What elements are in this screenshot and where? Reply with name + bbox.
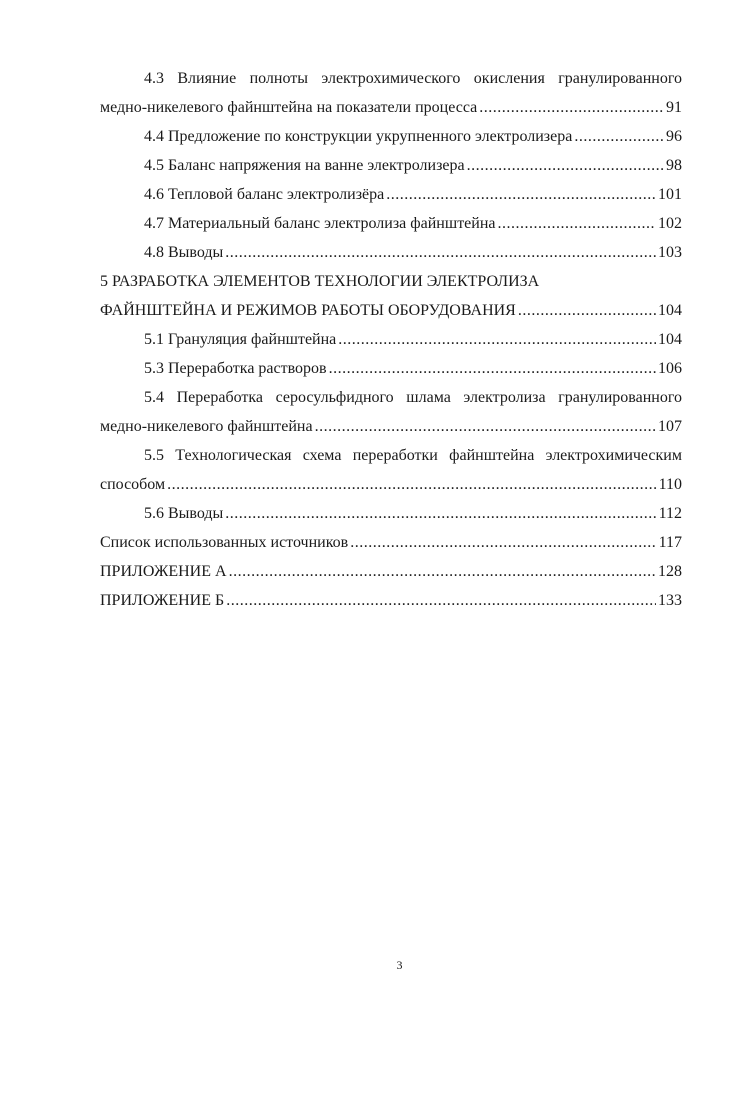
dot-leader (226, 586, 656, 615)
toc-entry-title: Список использованных источников (100, 534, 349, 551)
toc-entry-title: 5.4 Переработка серосульфидного шлама электролиза гранулированного (144, 389, 682, 406)
toc-chapter-5-line2 (100, 296, 682, 325)
toc-page-number: 128 (658, 563, 682, 580)
toc-page-number: 101 (658, 186, 682, 203)
toc-entry-5-5-line2 (100, 470, 682, 499)
toc-entry-5-6 (100, 499, 682, 528)
toc-page-number: 104 (658, 302, 682, 319)
toc-entry-title: способом (100, 476, 166, 493)
toc-appendix-b (100, 586, 682, 615)
toc-entry-4-3-line1 (100, 64, 682, 93)
toc-page-number: 96 (666, 128, 682, 145)
table-of-contents (100, 64, 682, 615)
toc-entry-4-4 (100, 122, 682, 151)
dot-leader (229, 557, 656, 586)
toc-entry-title: медно-никелевого файнштейна на показатели процесса (100, 99, 478, 116)
dot-leader (350, 528, 656, 557)
toc-entry-5-5-line1 (100, 441, 682, 470)
dot-leader (315, 412, 656, 441)
toc-entry-4-8 (100, 238, 682, 267)
toc-entry-5-4-line2 (100, 412, 682, 441)
toc-entry-title: 5.6 Выводы (144, 505, 224, 522)
dot-leader (498, 209, 656, 238)
toc-page-number: 110 (658, 476, 682, 493)
toc-entry-title: 5.3 Переработка растворов (144, 360, 327, 377)
dot-leader (386, 180, 656, 209)
toc-chapter-title: 5 РАЗРАБОТКА ЭЛЕМЕНТОВ ТЕХНОЛОГИИ ЭЛЕКТРОЛИЗА (100, 273, 540, 290)
toc-page-number: 107 (658, 418, 682, 435)
toc-page-number: 104 (658, 331, 682, 348)
dot-leader (338, 325, 656, 354)
toc-entry-title: 4.8 Выводы (144, 244, 224, 261)
toc-page-number: 98 (666, 157, 682, 174)
dot-leader (225, 499, 656, 528)
toc-entry-5-4-line1 (100, 383, 682, 412)
toc-entry-title: ПРИЛОЖЕНИЕ А (100, 563, 227, 580)
toc-references (100, 528, 682, 557)
toc-entry-title: медно-никелевого файнштейна (100, 418, 313, 435)
dot-leader (467, 151, 664, 180)
toc-page-number: 133 (658, 592, 682, 609)
toc-entry-title: 4.5 Баланс напряжения на ванне электролизера (144, 157, 465, 174)
toc-page-number: 91 (666, 99, 682, 116)
toc-entry-4-5 (100, 151, 682, 180)
dot-leader (479, 93, 664, 122)
toc-entry-title: 5.5 Технологическая схема переработки файнштейна электрохимическим (144, 447, 682, 464)
toc-page-number: 117 (658, 534, 682, 551)
toc-entry-4-6 (100, 180, 682, 209)
toc-chapter-title: ФАЙНШТЕЙНА И РЕЖИМОВ РАБОТЫ ОБОРУДОВАНИЯ (100, 302, 516, 319)
toc-page-number: 102 (658, 215, 682, 232)
dot-leader (574, 122, 664, 151)
toc-page-number: 103 (658, 244, 682, 261)
toc-page-number: 112 (658, 505, 682, 522)
toc-entry-4-7 (100, 209, 682, 238)
dot-leader (167, 470, 656, 499)
page-number: 3 (396, 958, 403, 972)
toc-entry-4-3-line2 (100, 93, 682, 122)
toc-entry-title: 4.7 Материальный баланс электролиза файнштейна (144, 215, 496, 232)
toc-appendix-a (100, 557, 682, 586)
dot-leader (225, 238, 656, 267)
dot-leader (518, 296, 656, 325)
dot-leader (329, 354, 656, 383)
toc-entry-5-3 (100, 354, 682, 383)
toc-entry-5-1 (100, 325, 682, 354)
toc-chapter-5-line1 (100, 267, 682, 296)
toc-entry-title: 4.3 Влияние полноты электрохимического окисления гранулированного (144, 70, 682, 87)
toc-entry-title: 5.1 Грануляция файнштейна (144, 331, 337, 348)
toc-entry-title: 4.6 Тепловой баланс электролизёра (144, 186, 385, 203)
toc-entry-title: 4.4 Предложение по конструкции укрупненного электролизера (144, 128, 573, 145)
toc-entry-title: ПРИЛОЖЕНИЕ Б (100, 592, 225, 609)
toc-page-number: 106 (658, 360, 682, 377)
